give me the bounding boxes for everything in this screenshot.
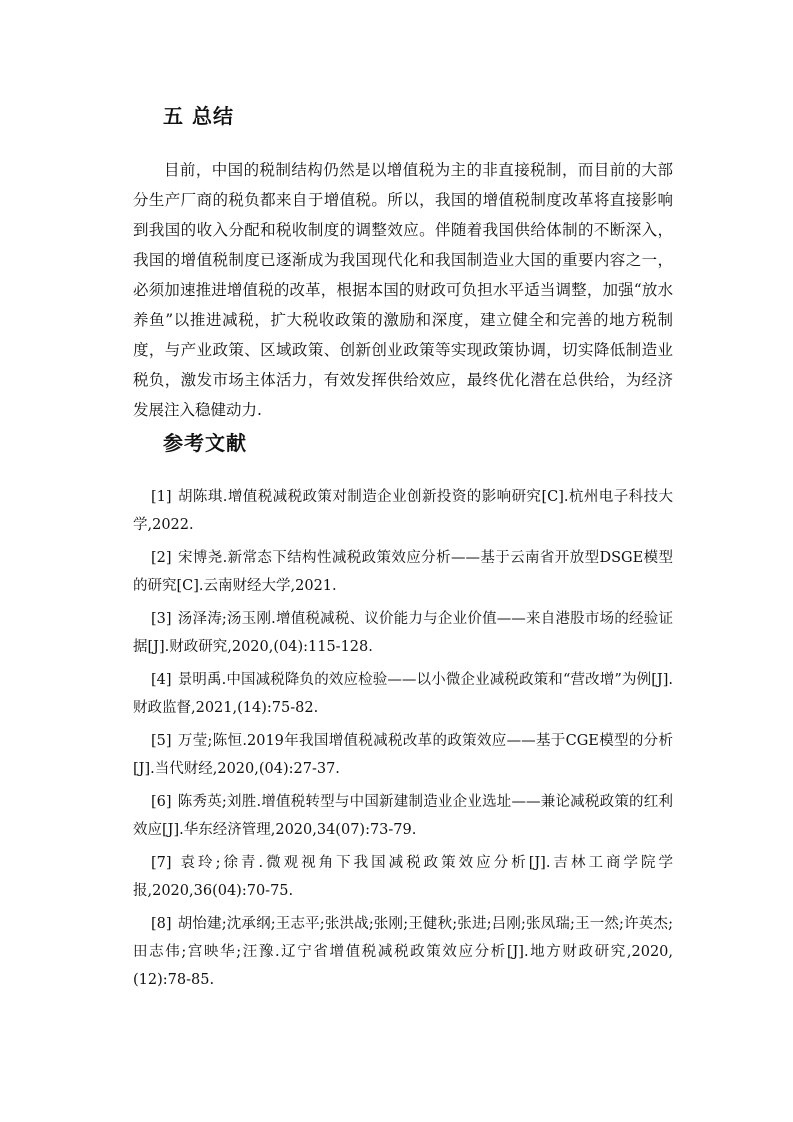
reference-number: [4] — [151, 672, 172, 688]
reference-number: [8] — [151, 916, 172, 932]
reference-item-5 — [133, 727, 673, 783]
reference-number: [5] — [151, 733, 172, 749]
reference-item-2 — [133, 544, 673, 600]
reference-item-8 — [133, 910, 673, 994]
reference-text: 宋博尧.新常态下结构性减税政策效应分析——基于云南省开放型DSGE模型的研究[C].云南财经大学,2021. — [133, 550, 673, 594]
reference-item-3 — [133, 605, 673, 661]
reference-item-4 — [133, 666, 673, 722]
reference-text: 陈秀英;刘胜.增值税转型与中国新建制造业企业选址——兼论减税政策的红利效应[J].华东经济管理,2020,34(07):73-79. — [133, 794, 673, 838]
reference-text: 万莹;陈恒.2019年我国增值税减税改革的政策效应——基于CGE模型的分析[J].当代财经,2020,(04):27-37. — [133, 733, 673, 777]
section-heading-references: 参考文献 — [163, 431, 247, 455]
section-heading-summary: 五 总结 — [163, 104, 234, 128]
reference-text: 景明禹.中国减税降负的效应检验——以小微企业减税政策和“营改增”为例[J].财政监督,2021,(14):75-82. — [133, 672, 673, 716]
reference-item-6 — [133, 788, 673, 844]
reference-number: [3] — [151, 611, 172, 627]
reference-number: [2] — [151, 550, 172, 566]
reference-item-1 — [133, 483, 673, 539]
reference-text: 胡怡建;沈承纲;王志平;张洪战;张刚;王健秋;张进;吕刚;张凤瑞;王一然;许英杰;田志伟;宫映华;汪豫.辽宁省增值税减税政策效应分析[J].地方财政研究,2020,(12):78-85. — [133, 916, 673, 988]
reference-text: 袁玲;徐青.微观视角下我国减税政策效应分析[J].吉林工商学院学报,2020,36(04):70-75. — [133, 855, 673, 899]
reference-text: 胡陈琪.增值税减税政策对制造企业创新投资的影响研究[C].杭州电子科技大学,2022. — [133, 489, 673, 533]
reference-list — [133, 483, 673, 999]
reference-number: [1] — [151, 489, 172, 505]
reference-item-7 — [133, 849, 673, 905]
reference-number: [7] — [151, 855, 172, 871]
reference-number: [6] — [151, 794, 172, 810]
summary-paragraph: 目前，中国的税制结构仍然是以增值税为主的非直接税制，而目前的大部分生产厂商的税负都来自于增值税。所以，我国的增值税制度改革将直接影响到我国的收入分配和税收制度的调整效应。伴随着我国供给体制的不断深入，我国的增值税制度已逐渐成为我国现代化和我国制造业大国的重要内容之一，必须加速推进增值税的改革，根据本国的财政可负担水平适当调整，加强“放水养鱼”以推进减税，扩大税收政策的激励和深度，建立健全和完善的地方税制度，与产业政策、区域政策、创新创业政策等实现政策协调，切实降低制造业税负，激发市场主体活力，有效发挥供给效应，最终优化潜在总供给，为经济发展注入稳健动力. — [133, 161, 673, 419]
reference-text: 汤泽涛;汤玉刚.增值税减税、议价能力与企业价值——来自港股市场的经验证据[J].财政研究,2020,(04):115-128. — [133, 611, 673, 655]
